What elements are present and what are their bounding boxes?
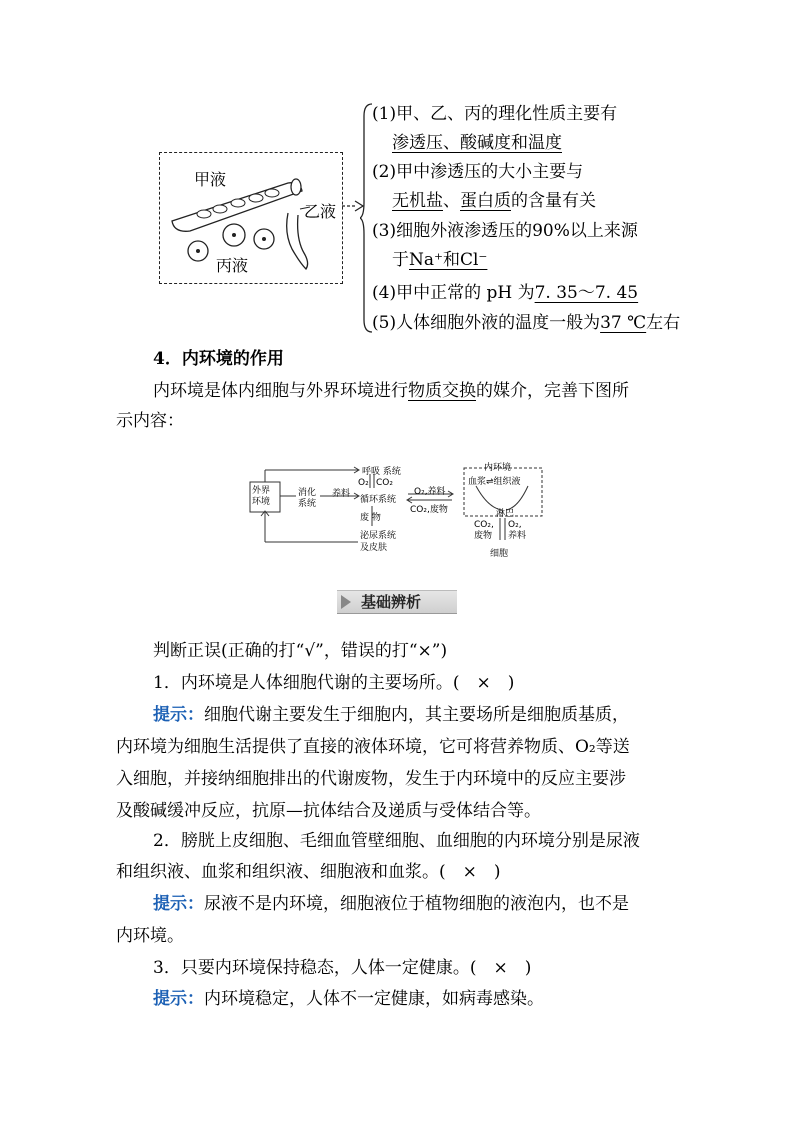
hint-label: 提示：: [153, 705, 204, 725]
fig1-item-2b-u1: 无机盐: [392, 191, 443, 211]
exchange-diagram: [240, 458, 556, 562]
fig1-item-1a: (1)甲、乙、丙的理化性质主要有: [372, 104, 618, 124]
hint-2-line-2: 内环境。: [116, 926, 184, 946]
fluid-diagram-box: [159, 152, 343, 284]
question-2-line-2: 和组织液、血浆和组织液、细胞液和血浆。( × ): [116, 862, 501, 882]
fig2-xiaohua: 消化 系统: [298, 488, 317, 509]
question-1: 1．内环境是人体细胞代谢的主要场所。( × ): [153, 673, 515, 693]
hint-3: [153, 984, 544, 1014]
fig1-item-2b-sep: 、: [443, 191, 460, 211]
hint-1-line-2: 内环境为细胞生活提供了直接的液体环境，它可将营养物质、O₂等送: [116, 737, 630, 757]
hint-1-line-4: 及酸碱缓冲反应，抗原—抗体结合及递质与受体结合等。: [116, 801, 541, 821]
hint-1-text: 细胞代谢主要发生于细胞内，其主要场所是细胞质基质，: [204, 705, 629, 725]
fig2-yangliao: 养料: [332, 489, 351, 499]
section4-para-u: 物质交换: [408, 381, 476, 401]
judge-instruction: 判断正误(正确的打“√”，错误的打“×”): [153, 641, 448, 661]
fig2-neihuanjing: 内环境: [484, 463, 512, 473]
fig1-item-3b-pre: 于: [392, 250, 409, 270]
fig2-huxi: 呼吸 系统: [362, 467, 401, 477]
label-yi: 乙液: [304, 202, 337, 221]
fig2-outer: 外界 环境: [252, 486, 271, 507]
fig1-item-2a: (2)甲中渗透压的大小主要与: [372, 162, 584, 182]
hint-3-text: 内环境稳定，人体不一定健康，如病毒感染。: [204, 989, 544, 1009]
section-banner: [337, 590, 457, 614]
fig1-item-4-u: 7. 35～7. 45: [534, 283, 639, 303]
fig1-item-4-pre: (4)甲中正常的 pH 为: [372, 283, 535, 303]
label-jia: 甲液: [194, 170, 227, 189]
fig2-o2-yangliao: O₂,养料: [414, 487, 446, 497]
fig1-item-1b: 渗透压、酸碱度和温度: [392, 133, 562, 153]
label-bing: 丙液: [216, 256, 249, 275]
hint-2-line-1: [153, 889, 629, 919]
fig1-item-5-pre: (5)人体细胞外液的温度一般为: [372, 313, 601, 333]
fig2-co2-feiwu: CO₂,废物: [410, 505, 448, 515]
fig2-o2-yangliao2: O₂, 养料: [508, 520, 527, 541]
fig2-xuejiang: 血浆⇌组织液: [468, 477, 521, 487]
section4-paragraph-line2: 示内容：: [116, 411, 184, 431]
section4-para-pre: 内环境是体内细胞与外界环境进行: [153, 381, 408, 401]
fig1-item-5: [372, 308, 680, 338]
banner-title: 基础辨析: [361, 593, 422, 611]
fig1-item-3a: (3)细胞外液渗透压的90%以上来源: [372, 221, 638, 241]
section4-paragraph: [153, 376, 629, 406]
fig1-item-3b-u: Na⁺和Cl⁻: [409, 250, 488, 270]
fig1-item-5-post: 左右: [646, 313, 681, 333]
question-3: 3．只要内环境保持稳态，人体一定健康。( × ): [153, 958, 532, 978]
section4-heading: 4．内环境的作用: [153, 349, 284, 369]
fig1-item-2b-rest: 的含量有关: [511, 191, 596, 211]
hint-label: 提示：: [153, 894, 204, 914]
fig2-miniao: 泌尿系统 及皮肤: [360, 531, 397, 553]
fig1-item-4: [372, 278, 638, 308]
fig1-item-2b-u2: 蛋白质: [460, 191, 511, 211]
fig1-item-3b: [392, 245, 487, 275]
fig1-item-5-u: 37 ℃: [600, 313, 647, 333]
banner-arrow-icon: [339, 594, 353, 610]
fig2-o2: O₂: [358, 478, 369, 488]
question-2-line-1: 2．膀胱上皮细胞、毛细血管壁细胞、血细胞的内环境分别是尿液: [153, 831, 640, 851]
section4-para-post: 的媒介，完善下图所: [476, 381, 629, 401]
fig2-feiwu: 废 物: [360, 513, 381, 523]
hint-2-text: 尿液不是内环境，细胞液位于植物细胞的液泡内，也不是: [204, 894, 629, 914]
fig2-xunhuan: 循环系统: [360, 495, 397, 505]
fig2-xibao: 细胞: [490, 549, 509, 559]
hint-1-line-3: 入细胞，并接纳细胞排出的代谢废物，发生于内环境中的反应主要涉: [116, 769, 626, 789]
fig1-item-2b: [392, 186, 596, 216]
fig2-co2: CO₂: [376, 478, 393, 488]
hint-label: 提示：: [153, 989, 204, 1009]
fig2-linba: 淋巴: [496, 509, 515, 519]
fig2-co2-feiwu2: CO₂, 废物: [474, 520, 494, 541]
hint-1-line-1: [153, 700, 629, 730]
